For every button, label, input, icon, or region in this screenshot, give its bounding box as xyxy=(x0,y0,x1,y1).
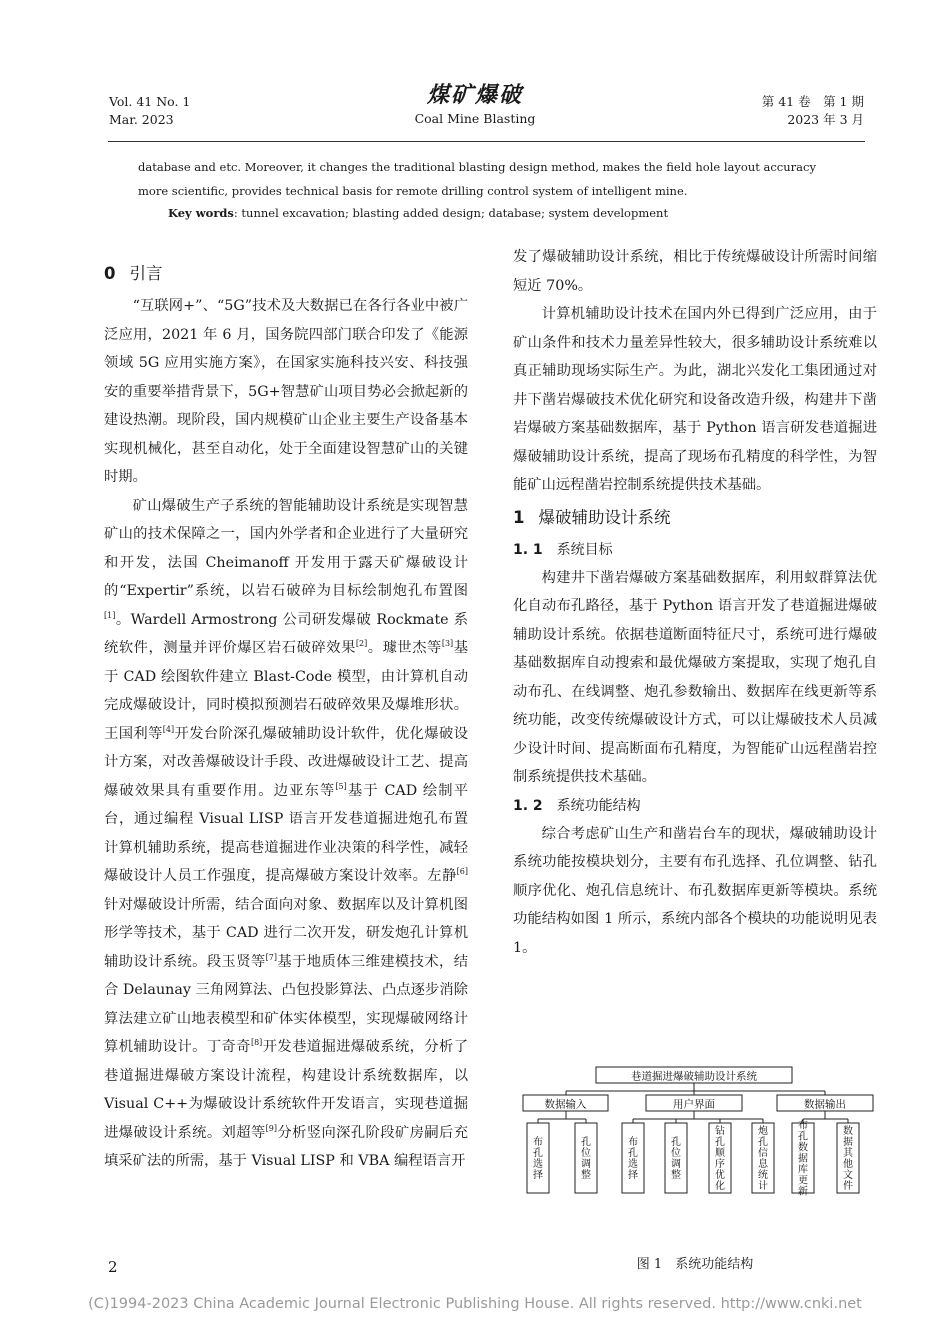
subsection-title: 系统功能结构 xyxy=(556,797,641,814)
section-title: 引言 xyxy=(129,264,163,283)
text-run: 开发巷道掘进爆破系统，分析了巷道掘进爆破方案设计流程，构建设计系统数据库，以 Visual C++为爆破设计系统软件开发语言，实现巷道掘进爆破设计系统。刘超等 xyxy=(104,1039,469,1141)
function-structure-diagram xyxy=(513,1065,877,1255)
figure-1 xyxy=(513,1065,877,1255)
citation-ref[interactable]: [1] xyxy=(104,610,116,620)
keywords xyxy=(168,202,858,224)
header-left xyxy=(109,93,190,129)
subsection-1-1-heading xyxy=(513,536,877,564)
text-run: 开发台阶深孔爆破辅助设计软件，优化爆破设计方案，对改善爆破设计手段、改进爆破设计工艺、提高爆破效果具有重要作用。边亚东等 xyxy=(104,725,469,799)
right-paragraph-2: 构建井下凿岩爆破方案基础数据库，利用蚁群算法优化自动布孔路径，基于 Python 语言开发了巷道掘进爆破辅助设计系统。依据巷道断面特征尺寸，系统可进行爆破基础数据库自动搜索和最优爆破方案提取，实现了炮孔自动布孔、在线调整、炮孔参数输出、数据库在线更新等系统功能，改变传统爆破设计方式，可以让爆破技术人员减少设计时间、提高断面布孔精度，为智能矿山远程凿岩控制系统提供技术基础。 xyxy=(513,569,877,785)
subsection-1-2-heading xyxy=(513,792,877,820)
left-column xyxy=(104,256,468,1176)
leaf-label: 布孔选择 xyxy=(533,1137,543,1181)
journal-logo: 煤矿爆破 xyxy=(426,82,523,108)
publish-date: Mar. 2023 xyxy=(109,112,174,127)
abstract-tail: database and etc. Moreover, it changes the traditional blasting design method, makes the field hole layout accuracy more scientific, provides technical basis for remote drilling control system of intelligent mine. xyxy=(138,160,816,198)
journal-name-en: Coal Mine Blasting xyxy=(414,111,536,126)
text-run: 矿山爆破生产子系统的智能辅助设计系统是实现智慧矿山的技术保障之一，国内外学者和企业进行了大量研究和开发，法国 Cheimanoff 开发用于露天矿爆破设计的“Expertir”系统，以岩石破碎为目标绘制炮孔布置图 xyxy=(104,497,468,599)
subsection-title: 系统目标 xyxy=(556,541,613,558)
leaf-label: 孔位调整 xyxy=(671,1137,681,1181)
volume-issue: Vol. 41 No. 1 xyxy=(109,94,191,109)
page-number: 2 xyxy=(108,1258,118,1276)
intro-paragraph-2 xyxy=(104,492,468,1176)
citation-ref[interactable]: [3] xyxy=(441,639,454,649)
subsection-number: 1. 2 xyxy=(513,797,543,814)
citation-ref[interactable]: [7] xyxy=(265,952,277,962)
subsection-number: 1. 1 xyxy=(513,541,543,558)
right-column xyxy=(513,243,877,962)
header-center xyxy=(375,80,575,128)
leaf-label: 布孔数据库更新 xyxy=(798,1120,808,1198)
citation-ref[interactable]: [9] xyxy=(265,1123,277,1133)
right-paragraph-1: 计算机辅助设计技术在国内外已得到广泛应用，由于矿山条件和技术力量差异性较大，很多辅助设计系统难以真正辅助现场实际生产。为此，湖北兴发化工集团通过对井下凿岩爆破技术优化研究和设备改造升级，构建井下凿岩爆破方案基础数据库，基于 Python 语言研发巷道掘进爆破辅助设计系统，提高了现场布孔精度的科学性，为智能矿山远程凿岩控制系统提供技术基础。 xyxy=(513,306,877,493)
cnki-footer: (C)1994-2023 China Academic Journal Electronic Publishing House. All rights reserved. http://www.cnki.net xyxy=(88,1296,862,1312)
figure-caption: 图 1 系统功能结构 xyxy=(636,1257,754,1272)
leaf-label: 孔位调整 xyxy=(581,1137,591,1181)
section-title: 爆破辅助设计系统 xyxy=(538,507,671,527)
keywords-label: Key words xyxy=(168,206,234,220)
leaf-label: 钻孔顺序优化 xyxy=(715,1126,725,1192)
text-run: 。Wardell Armostrong 公司研发爆破 Rockmate 系统软件，测量并评价爆区岩石破碎效果 xyxy=(104,611,468,656)
citation-ref[interactable]: [8] xyxy=(250,1038,263,1048)
section-number: 1 xyxy=(513,507,525,527)
text-run: 分析竖向深孔阶段矿房嗣后充填采矿法的所需，基于 Visual LISP 和 VBA 编程语言开 xyxy=(104,1124,469,1169)
text-run: 。璩世杰等 xyxy=(367,640,442,656)
leaf-label: 布孔选择 xyxy=(628,1137,638,1181)
section-1-heading xyxy=(513,500,877,536)
keywords-text: : tunnel excavation; blasting added design; database; system development xyxy=(233,206,669,220)
intro-paragraph-1: “互联网+”、“5G”技术及大数据已在各行各业中被广泛应用，2021 年 6 月，国务院四部门联合印发了《能源领域 5G 应用实施方案》，在国家实施科技兴安、科技强安的重要举措背景下，5G+智慧矿山项目势必会掀起新的建设热潮。现阶段，国内规模矿山企业主要生产设备基本实现机械化，甚至自动化，处于全面建设智慧矿山的关键时期。 xyxy=(104,298,468,485)
text-run: 基于地质体三维建模技术，结合 Delaunay 三角网算法、凸包投影算法、凸点逐步消除算法建立矿山地表模型和矿体实体模型，实现爆破网络计算机辅助设计。丁奇奇 xyxy=(104,953,469,1055)
section-intro-heading xyxy=(104,256,468,292)
group-label: 数据输出 xyxy=(804,1098,846,1111)
leaf-label: 炮孔信息统计 xyxy=(758,1126,768,1192)
right-paragraph-0: 发了爆破辅助设计系统，相比于传统爆破设计所需时间缩短近 70%。 xyxy=(513,249,877,294)
text-run: 针对爆破设计所需，结合面向对象、数据库以及计算机图形学等技术，基于 CAD 进行二次开发，研发炮孔计算机辅助设计系统。段玉贤等 xyxy=(104,896,468,970)
publish-date-cn: 2023 年 3 月 xyxy=(787,112,864,127)
citation-ref[interactable]: [2] xyxy=(355,639,368,649)
header-right xyxy=(762,93,864,129)
leaf-labels xyxy=(533,1119,854,1198)
text-run: 基于 CAD 绘图软件建立 Blast-Code 模型，由计算机自动完成爆破设计，同时模拟预测岩石破碎效果及爆堆形状。王国利等 xyxy=(104,640,469,742)
leaf-label: 数据其他文件 xyxy=(843,1126,853,1192)
root-label: 巷道掘进爆破辅助设计系统 xyxy=(631,1070,757,1083)
citation-ref[interactable]: [6] xyxy=(456,867,468,877)
citation-ref[interactable]: [5] xyxy=(335,781,347,791)
right-paragraph-3: 综合考虑矿山生产和凿岩台车的现状，爆破辅助设计系统功能按模块划分，主要有布孔选择、孔位调整、钻孔顺序优化、炮孔信息统计、布孔数据库更新等模块。系统功能结构如图 1 所示，系统内部各个模块的功能说明见表 1。 xyxy=(513,825,877,956)
volume-issue-cn: 第 41 卷 第 1 期 xyxy=(761,94,864,109)
text-run: 基于 CAD 绘制平台，通过编程 Visual LISP 语言开发巷道掘进炮孔布置计算机辅助系统，提高巷道掘进作业决策的科学性，减轻爆破设计人员工作强度，提高爆破方案设计效率。左静 xyxy=(104,782,469,884)
citation-ref[interactable]: [4] xyxy=(162,724,175,734)
section-number: 0 xyxy=(104,264,116,283)
group-label: 用户界面 xyxy=(673,1098,715,1111)
header-rule xyxy=(108,141,865,142)
group-label: 数据输入 xyxy=(544,1098,587,1111)
